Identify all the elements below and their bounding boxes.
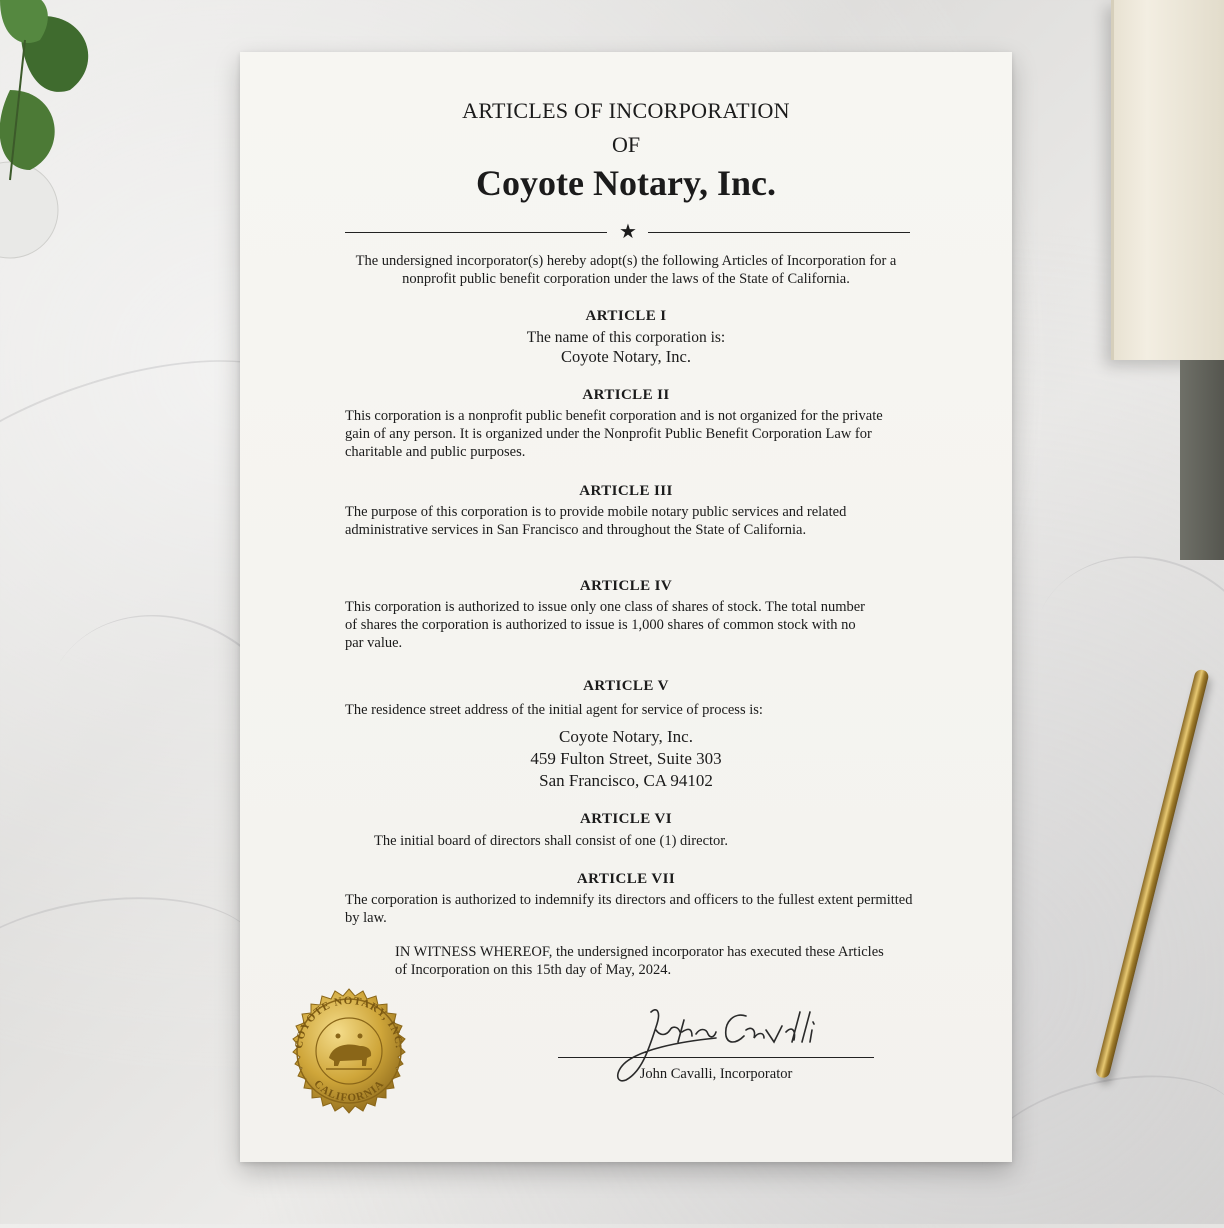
- signer-caption: John Cavalli, Incorporator: [639, 1066, 793, 1082]
- seal-top-text: COYOTE NOTARY, INC.: [292, 994, 405, 1050]
- article-text: This corporation is a nonprofit public benefit corporation and is not organized for the private gain of any person. It is organized under the Nonprofit Public Benefit Corporation Law for charitable and public purposes.: [345, 408, 883, 460]
- corporation-name: Coyote Notary, Inc.: [561, 347, 691, 366]
- article-heading: ARTICLE IV: [579, 578, 673, 594]
- article-text: The residence street address of the initial agent for service of process is:: [345, 702, 763, 718]
- potted-plant: [0, 0, 120, 260]
- article-heading: ARTICLE III: [579, 483, 673, 499]
- agent-address-line: Coyote Notary, Inc.: [559, 727, 693, 746]
- article-text: The corporation is authorized to indemnify its directors and officers to the fullest extent permitted by law.: [345, 892, 913, 926]
- article-text: This corporation is authorized to issue only one class of shares of stock. The total number of shares the corporation is authorized to issue is 1,000 shares of common stock with no par value.: [345, 599, 866, 651]
- seal-bottom-text: CALIFORNIA: [311, 1077, 387, 1105]
- heading-line-2: OF: [611, 132, 641, 157]
- document-page: [240, 52, 1012, 1162]
- article-heading: ARTICLE VI: [580, 811, 672, 827]
- article-text: The initial board of directors shall consist of one (1) director.: [374, 833, 728, 849]
- article-heading: ARTICLE II: [582, 387, 670, 403]
- article-heading: ARTICLE V: [583, 678, 669, 694]
- heading-line-1: ARTICLES OF INCORPORATION: [462, 98, 790, 123]
- notebook-cover: [1180, 360, 1224, 560]
- article-heading: ARTICLE I: [585, 308, 667, 324]
- witness-clause: IN WITNESS WHEREOF, the undersigned incorporator has executed these Articles of Incorporation on this 15th day of May, 2024.: [395, 944, 884, 978]
- book: [1111, 0, 1224, 360]
- divider-right: [648, 232, 910, 233]
- company-title: Coyote Notary, Inc.: [476, 163, 776, 203]
- agent-address-line: 459 Fulton Street, Suite 303: [530, 749, 722, 768]
- marble-vein: [0, 878, 268, 1063]
- article-heading: ARTICLE VII: [576, 871, 676, 887]
- star-icon: ★: [619, 221, 637, 243]
- agent-address-line: San Francisco, CA 94102: [539, 771, 713, 790]
- divider-left: [345, 232, 607, 233]
- article-text: The name of this corporation is:: [526, 329, 726, 346]
- corporate-seal-icon: [274, 976, 424, 1126]
- signature-line: [558, 1057, 874, 1058]
- marble-vein: [999, 519, 1224, 804]
- intro-paragraph: The undersigned incorporator(s) hereby adopt(s) the following Articles of Incorporation for a nonprofit public benefit corporation under the laws of the State of California.: [355, 253, 897, 287]
- article-text: The purpose of this corporation is to provide mobile notary public services and related administrative services in San Francisco and throughout the State of California.: [345, 504, 847, 538]
